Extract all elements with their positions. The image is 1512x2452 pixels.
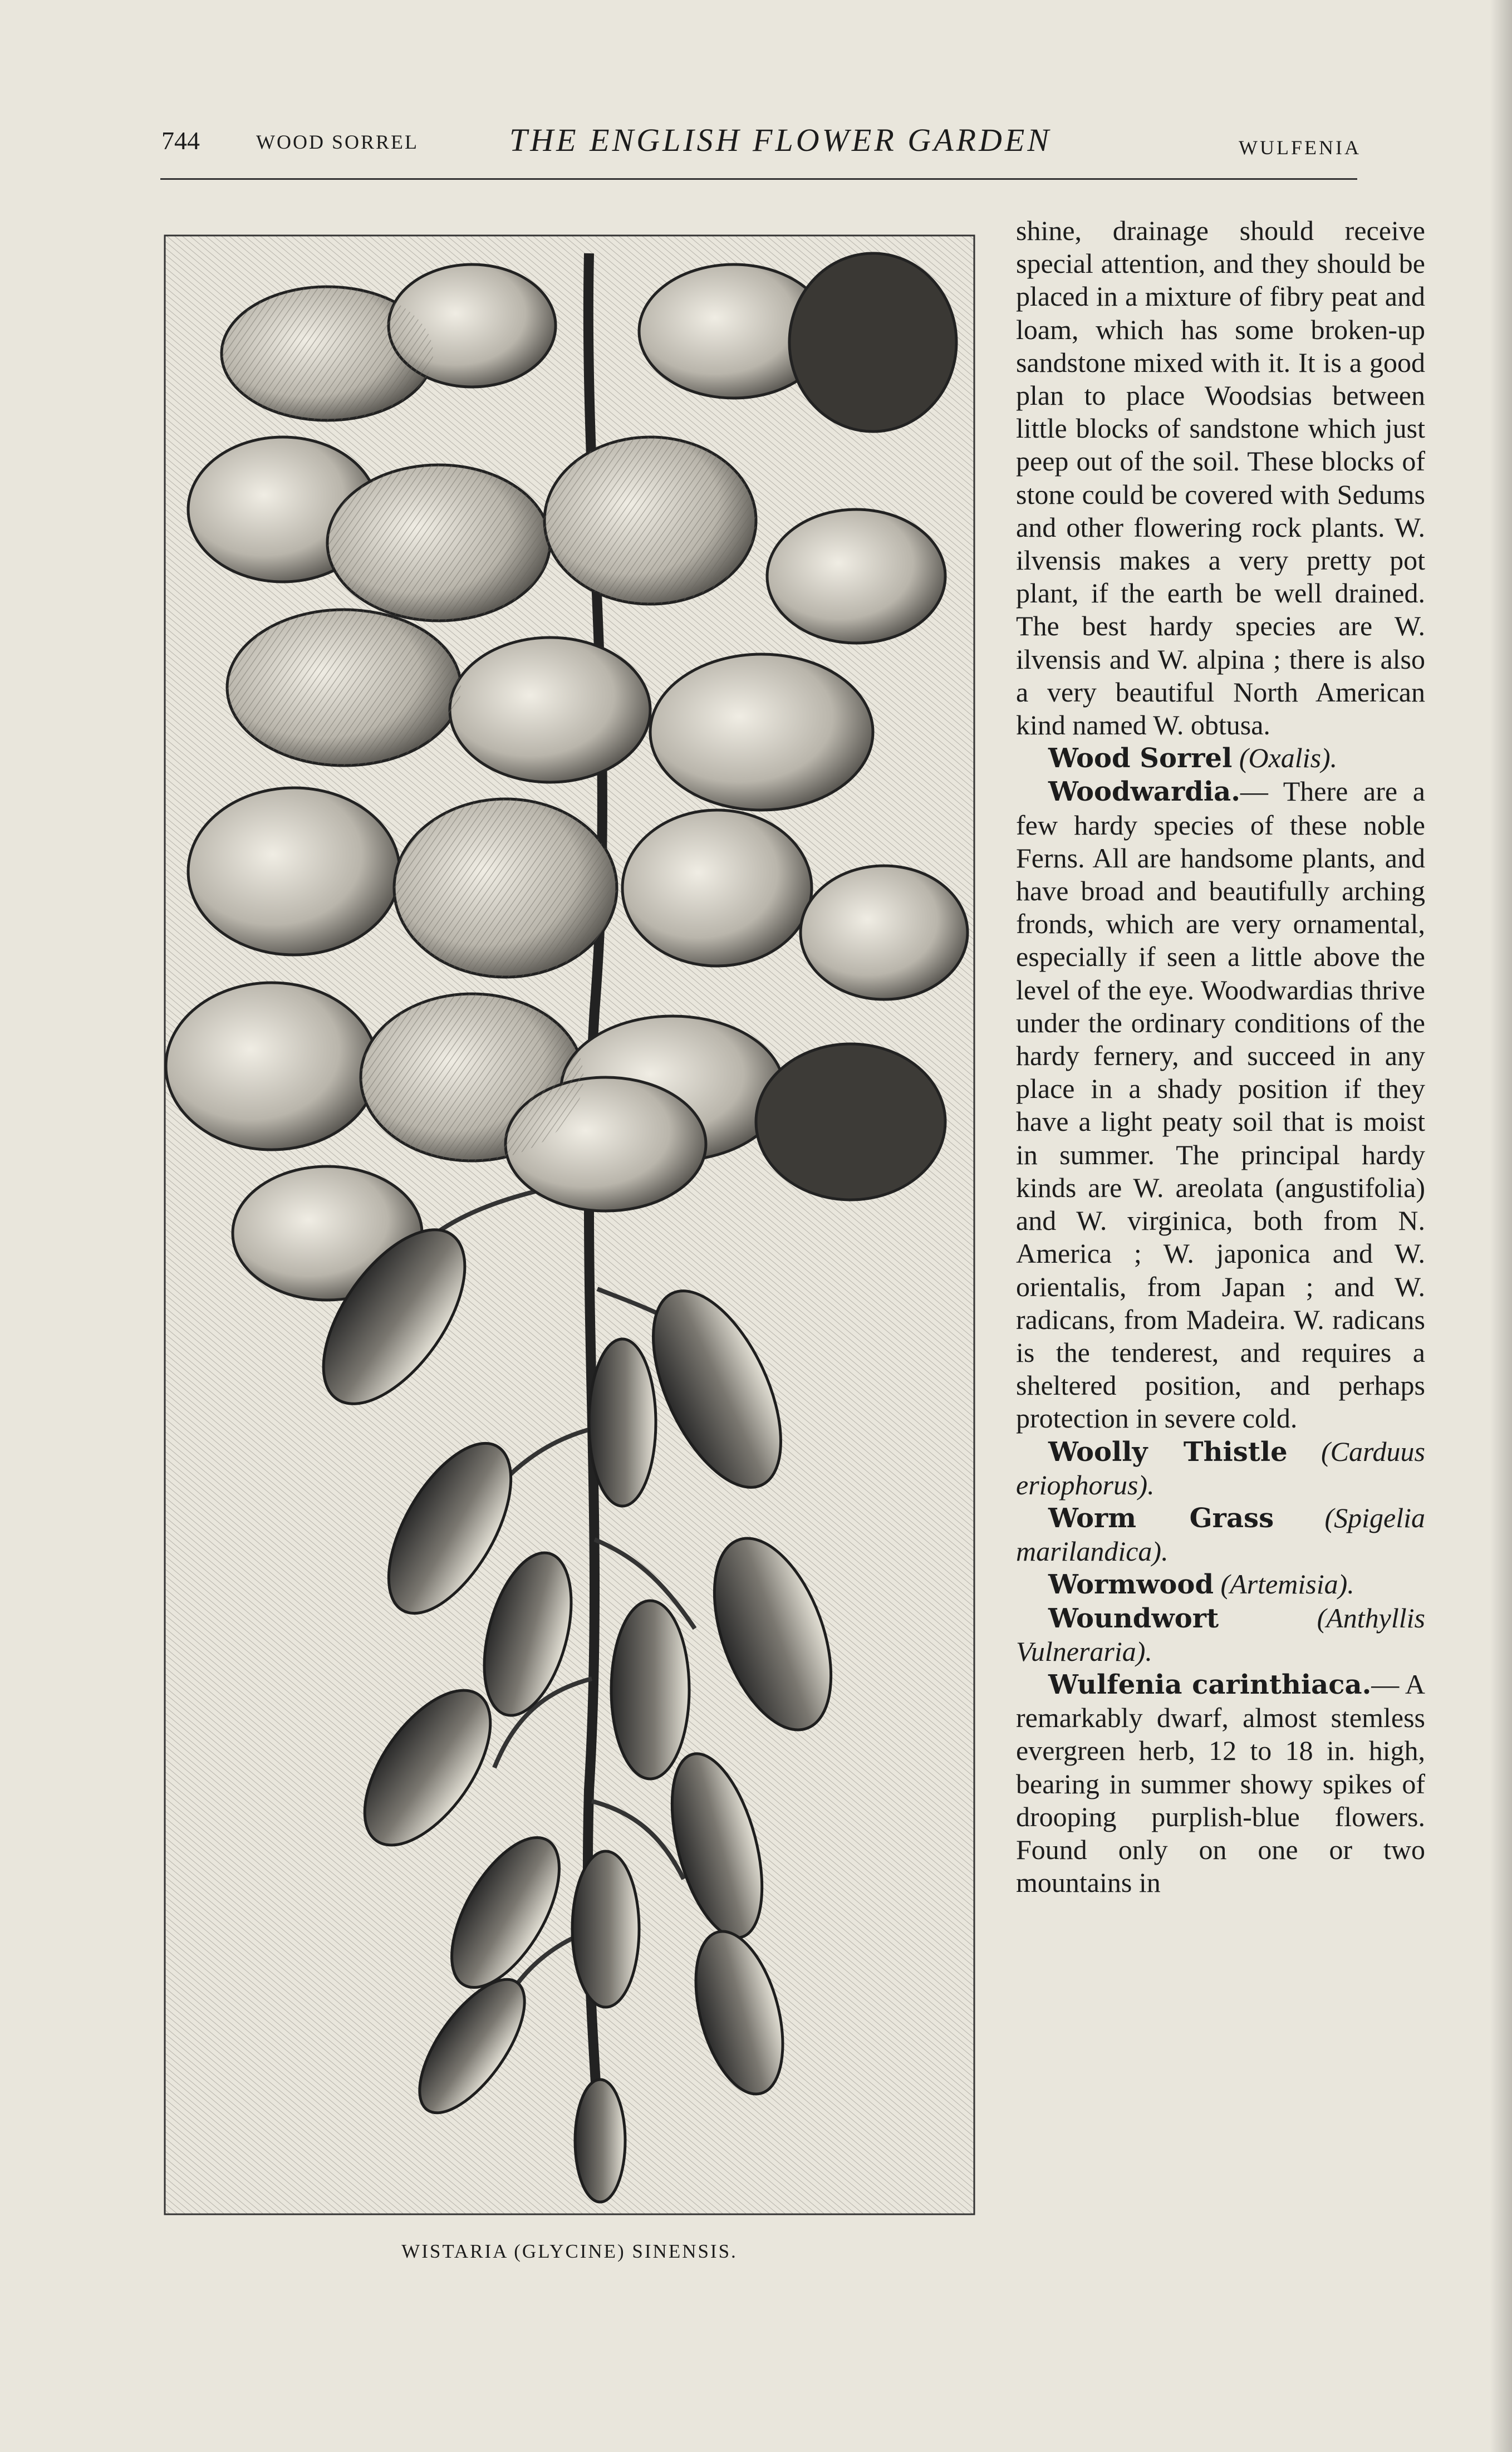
entry-wood-sorrel — [1016, 742, 1425, 775]
entry-headword: Worm Grass — [1048, 1502, 1274, 1534]
continuation-paragraph: shine, drainage should receive special attention, and they should be placed in a mixture of fibry peat and loam, which has some broken-up sandstone mixed with it. It is a good plan to place Woodsias between little blocks of sandstone which just peep out of the soil. These blocks of stone could be covered with Sedums and other flowering rock plants. W. ilvensis makes a very pretty pot plant, if the earth be well drained. The best hardy species are W. ilvensis and W. alpina ; there is also a very beautiful North American kind named W. obtusa. — [1016, 215, 1425, 741]
entry-headword: Woundwort — [1048, 1602, 1219, 1634]
figure-caption: WISTARIA (GLYCINE) SINENSIS. — [401, 2240, 738, 2262]
entry-woodwardia — [1016, 775, 1425, 1435]
book-title: THE ENGLISH FLOWER GARDEN — [509, 122, 1052, 158]
entry-wulfenia — [1016, 1668, 1425, 1899]
entry-wormwood — [1016, 1568, 1425, 1601]
text-column — [1016, 214, 1425, 1899]
entry-headword: Wormwood — [1048, 1569, 1214, 1601]
entry-headword: Woodwardia. — [1048, 776, 1240, 808]
entry-body: — There are a few hardy species of these noble Ferns. All are handsome plants, and have broad and beautifully arching fronds, which are very ornamental, especially if seen a little above the level of the eye. Woodwardias thrive under the ordinary conditions of the hardy fernery, and succeed in any place in a shady position if they have a light peaty soil that is moist in summer. The principal hardy kinds are W. areolata (angustifolia) and W. virginica, both from N. America ; W. japonica and W. orientalis, from Japan ; and W. radicans, from Madeira. W. radicans is the tenderest, and requires a sheltered position, and perhaps protection in severe cold. — [1016, 776, 1425, 1434]
entry-latin-name: (Carduus eriophorus). — [1016, 1435, 1425, 1500]
entry-latin-name: (Oxalis). — [1239, 742, 1338, 774]
entry-worm-grass — [1016, 1502, 1425, 1568]
entry-woundwort — [1016, 1602, 1425, 1668]
wisteria-engraving — [160, 231, 979, 2219]
entry-headword: Woolly Thistle — [1048, 1436, 1288, 1468]
page-edge-shadow — [1490, 0, 1512, 2452]
entry-body: — A remarkably dwarf, almost stemless evergreen herb, 12 to 18 in. high, bearing in summer showy spikes of drooping purplish-blue flowers. Found only on one or two mountains in — [1016, 1668, 1425, 1899]
running-header — [161, 117, 1386, 167]
entry-latin-name: (Spigelia marilandica). — [1016, 1502, 1425, 1567]
entry-woolly-thistle — [1016, 1435, 1425, 1502]
right-running-head: WULFENIA — [1239, 136, 1361, 159]
entry-headword: Wood Sorrel — [1048, 743, 1233, 774]
entry-latin-name: (Anthyllis Vulneraria). — [1016, 1602, 1425, 1667]
header-rule — [160, 178, 1357, 180]
page-number: 744 — [161, 126, 200, 155]
left-running-head: WOOD SORREL — [256, 131, 419, 153]
entry-headword: Wulfenia carinthiaca. — [1048, 1669, 1372, 1700]
entry-latin-name: (Artemisia). — [1220, 1568, 1354, 1600]
